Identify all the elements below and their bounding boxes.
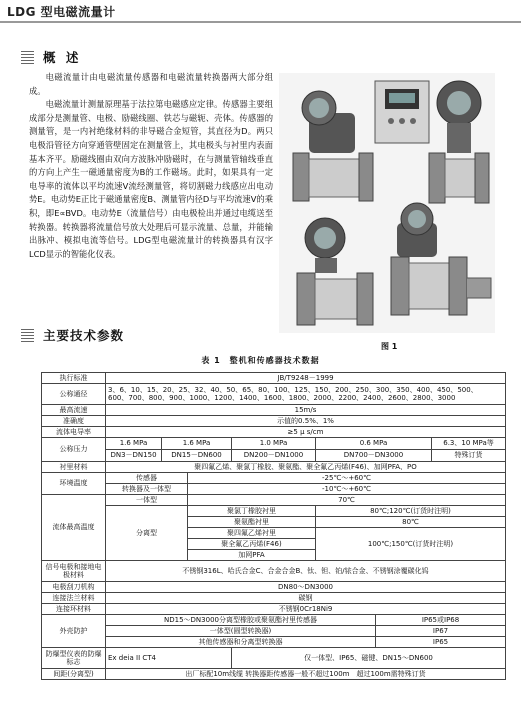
row-value: JB/T9248－1999: [106, 373, 506, 384]
table-row: [42, 506, 506, 517]
section-stripes-icon: [21, 328, 34, 342]
lining-type: 聚全氟乙丙烯(F46): [188, 539, 316, 550]
row-label: 外壳防护: [42, 615, 106, 648]
sub-label: 转换器及一体型: [106, 484, 188, 495]
row-value: 70℃: [188, 495, 506, 506]
table-row: [42, 427, 506, 438]
section-stripes-icon: [21, 50, 34, 64]
row-value: 不锈钢316L、哈氏合金C、合金合金B、钛、钽、铂/铱合金、不锈钢涂覆碳化钨: [106, 561, 506, 582]
sub-label: 一体型: [106, 495, 188, 506]
table-row: [42, 484, 506, 495]
lining-type: 聚氯丁橡胶衬里: [188, 506, 316, 517]
section-overview-title: 概 述: [43, 50, 82, 65]
lining-type: 聚四氟乙烯衬里: [188, 528, 316, 539]
row-value: 示值的0.5%、1%: [106, 416, 506, 427]
pressure-range-cell: DN200－DN1000: [232, 450, 316, 462]
row-label: 间距(分离型): [42, 669, 106, 680]
temp-value: 80℃: [316, 517, 506, 528]
sub-label: 传感器: [106, 473, 188, 484]
row-label: 防爆型仪表的防爆标志: [42, 648, 106, 669]
pressure-range-cell: DN700－DN3000: [316, 450, 432, 462]
diameter-line-2: 600、700、800、900、1000、1200、1400、1600、1800、2000、2200、2400、2600、2800、3000: [108, 394, 456, 402]
housing-desc: 一体型(圆型转换器): [106, 626, 376, 637]
sub-label: 分离型: [106, 506, 188, 561]
table-row: [42, 373, 506, 384]
table-row: [42, 648, 506, 669]
overview-paragraph-2: 电磁流量计测量原理基于法拉第电磁感应定律。传感器主要组成部分是测量管、电极、励磁线圈、铁芯与磁轭、壳体。传感器的测量管，是一内衬绝缘材料的非导磁合金短管，其直径为D。两只电极沿管径方向穿通管壁固定在测量管上，其电极头与衬里内表面基本齐平。励磁线圈由双向方波脉冲励磁时，在与测量管轴线垂直的方向上产生一磁通量密度为B的工作磁场。此时，如果具有一定电导率的流体以平均流速V流经测量管，将切割磁力线感应出电动势E。电动势E正比于磁通量密度B、测量管内径D与平均流速V的乘积，即E∝BVD。电动势E（流量信号）由电极检出并通过电缆送至转换器。转换器将流量信号放大处理后可显示流量、总量，并能输出脉冲、模拟电流等信号。LDG型电磁流量计的转换器具有汉字LCD显示的智能化仪表。: [29, 99, 273, 259]
table-row: [42, 462, 506, 473]
row-value: 不锈钢0Cr18Ni9: [106, 604, 506, 615]
table-row: [42, 405, 506, 416]
row-value: -25℃～+60℃: [188, 473, 506, 484]
explosion-mark: Ex deia II CT4: [106, 648, 232, 669]
row-label: 流体最高温度: [42, 495, 106, 561]
overview-paragraph-1: 电磁流量计由电磁流量传感器和电磁流量转换器两大部分组成。: [29, 72, 273, 96]
row-label: 连接环材料: [42, 604, 106, 615]
row-value: 聚四氟乙烯、聚氯丁橡胶、聚氨酯、聚全氟乙丙烯(F46)、加网PFA、PO: [106, 462, 506, 473]
figure-caption: 图 1: [381, 342, 398, 351]
table-row: [42, 561, 506, 582]
row-label: 执行标准: [42, 373, 106, 384]
row-label: 公称通径: [42, 384, 106, 405]
table-row: [42, 473, 506, 484]
row-label: 信号电极和接地电极材料: [42, 561, 106, 582]
row-label: 最高流速: [42, 405, 106, 416]
pressure-range-cell: DN15－DN600: [162, 450, 232, 462]
pressure-cell: 6.3、10 MPa等: [432, 438, 506, 450]
table-row: [42, 637, 506, 648]
row-value: DN80～DN3000: [106, 582, 506, 593]
table-row: [42, 438, 506, 450]
row-value: -10℃～+60℃: [188, 484, 506, 495]
explosion-desc: 仅一体型、IP65、磁键、DN15～DN600: [232, 648, 506, 669]
table-row: [42, 582, 506, 593]
table-row: [42, 384, 506, 405]
table-row: [42, 416, 506, 427]
table-row: [42, 495, 506, 506]
pressure-cell: 1.6 MPa: [106, 438, 162, 450]
pressure-cell: 1.0 MPa: [232, 438, 316, 450]
pressure-range-cell: DN3－DN150: [106, 450, 162, 462]
table-row: [42, 450, 506, 462]
specs-table: [41, 372, 506, 680]
housing-val: IP65或IP68: [376, 615, 506, 626]
row-value: 碳钢: [106, 593, 506, 604]
table-row: [42, 669, 506, 680]
temp-value: 80℃;120℃(订货时注明): [316, 506, 506, 517]
housing-val: IP65: [376, 637, 506, 648]
row-label: 公称压力: [42, 438, 106, 462]
row-value: ≥5 μ s/cm: [106, 427, 506, 438]
row-label: 衬里材料: [42, 462, 106, 473]
section-specs-title: 主要技术参数: [43, 328, 125, 343]
row-label: 准确度: [42, 416, 106, 427]
page-header-title: LDG 型电磁流量计: [7, 5, 116, 19]
diameter-line-1: 3、6、10、15、20、25、32、40、50、65、80、100、125、150、200、250、300、350、400、450、500、: [108, 385, 478, 394]
housing-desc: ND15～DN3000分离型橡胶或聚氨酯衬里传感器: [106, 615, 376, 626]
converter-box: [375, 81, 429, 143]
table-row: [42, 593, 506, 604]
table-row: [42, 604, 506, 615]
flowmeter-photo: [279, 73, 495, 333]
lining-type: 加网PFA: [188, 550, 316, 561]
row-value: 出厂标配10m线缆 转换器距传感器一般不超过100m 超过100m需特殊订货: [106, 669, 506, 680]
row-value: 15m/s: [106, 405, 506, 416]
table-caption: 表 1 整机和传感器技术数据: [201, 356, 320, 365]
pressure-cell: 0.6 MPa: [316, 438, 432, 450]
table-row: [42, 626, 506, 637]
table-row: [42, 615, 506, 626]
housing-val: IP67: [376, 626, 506, 637]
row-label: 流体电导率: [42, 427, 106, 438]
row-value: [106, 384, 506, 405]
row-label: 电极刮刀机构: [42, 582, 106, 593]
housing-desc: 其他传感器和分离型转换器: [106, 637, 376, 648]
row-label: 连接法兰材料: [42, 593, 106, 604]
overview-text: [29, 71, 273, 261]
row-label: 环境温度: [42, 473, 106, 495]
header-rule: [0, 21, 521, 23]
pressure-range-cell: 特殊订货: [432, 450, 506, 462]
pressure-cell: 1.6 MPa: [162, 438, 232, 450]
lining-type: 聚氨酯衬里: [188, 517, 316, 528]
temp-value: 100℃;150℃(订货时注明): [316, 528, 506, 561]
